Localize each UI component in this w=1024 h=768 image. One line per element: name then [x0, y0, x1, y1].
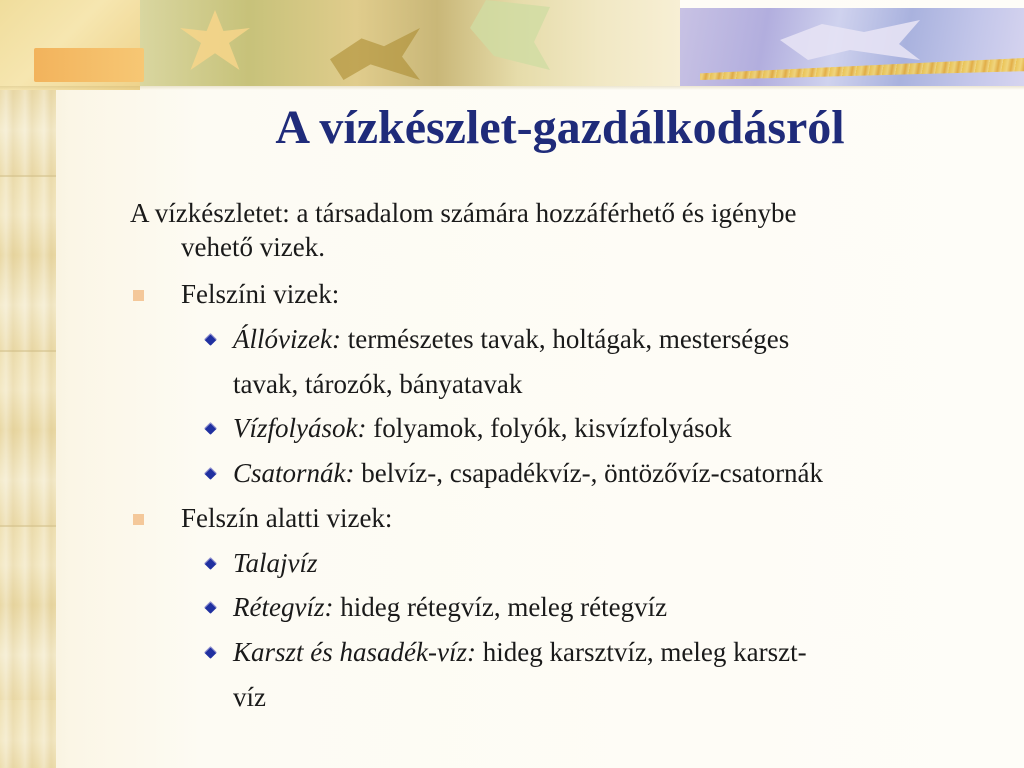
square-bullet-icon [133, 290, 144, 301]
slide-title: A vízkészlet-gazdálkodásról [275, 101, 845, 154]
item-term: Vízfolyások: [233, 413, 367, 443]
item-term: Rétegvíz: [233, 592, 334, 622]
section-label-surface: Felszíni vizek: [181, 279, 340, 309]
item-term: Karszt és hasadék-víz: [233, 637, 476, 667]
item-text: hideg rétegvíz, meleg rétegvíz [333, 592, 668, 622]
item-term: Csatornák: [233, 458, 355, 488]
intro-line-1: A vízkészletet: a társadalom számára hozzáférhető és igénybe [130, 198, 797, 228]
section-label-groundwater: Felszín alatti vizek: [181, 503, 393, 533]
list-item [233, 457, 823, 489]
item-text: hideg karsztvíz, meleg karszt- [475, 637, 807, 667]
diamond-bullet-icon [204, 557, 217, 570]
list-item [233, 636, 807, 668]
list-item [233, 547, 318, 579]
diamond-bullet-icon [204, 467, 217, 480]
diamond-bullet-icon [204, 601, 217, 614]
list-item [233, 412, 732, 444]
item-term: Talajvíz [233, 548, 318, 578]
square-bullet-icon [133, 514, 144, 525]
list-item [233, 323, 789, 355]
item-text-continued: víz [233, 682, 266, 712]
item-term: Állóvizek: [233, 324, 341, 354]
item-text: természetes tavak, holtágak, mesterséges [340, 324, 790, 354]
diamond-bullet-icon [204, 422, 217, 435]
list-item [233, 591, 667, 623]
item-text-continued: tavak, tározók, bányatavak [233, 369, 523, 399]
diamond-bullet-icon [204, 646, 217, 659]
item-text: belvíz-, csapadékvíz-, öntözővíz-csatornák [354, 458, 824, 488]
item-text: folyamok, folyók, kisvízfolyások [366, 413, 732, 443]
intro-line-2: vehető vizek. [181, 232, 325, 262]
diamond-bullet-icon [204, 333, 217, 346]
